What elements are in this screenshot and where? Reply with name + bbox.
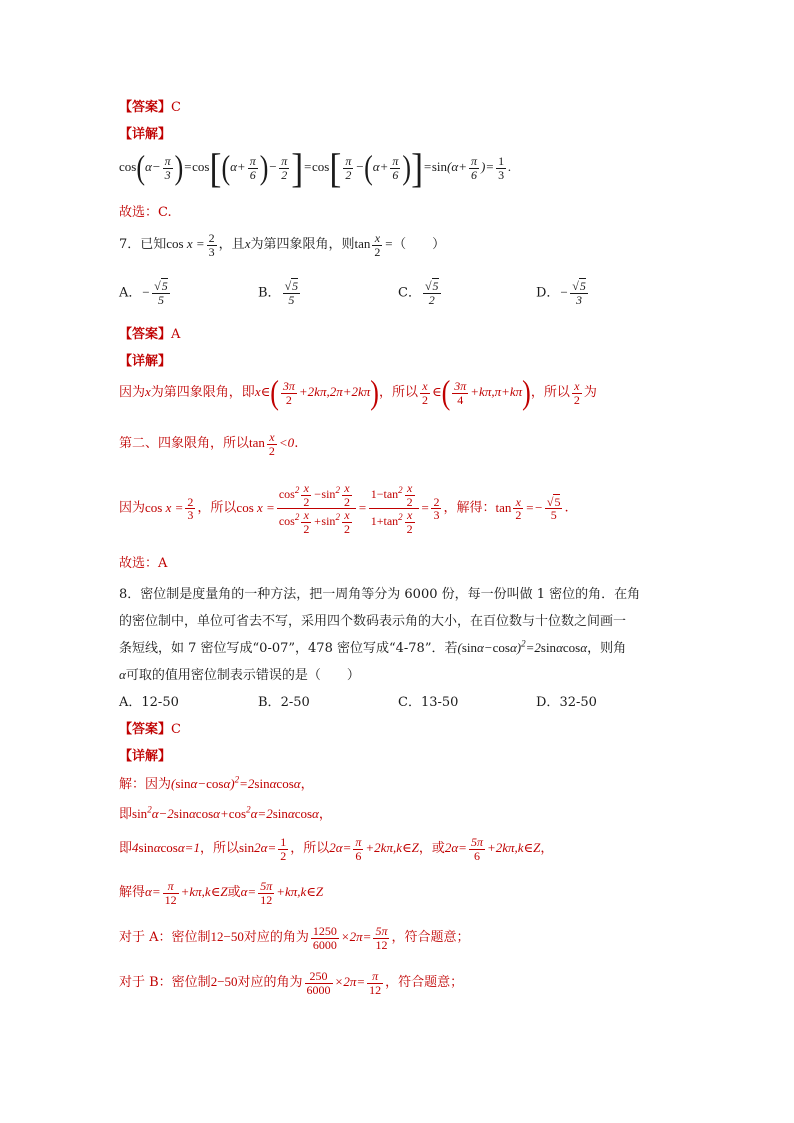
q7-option-a[interactable]: A．− $\frac{√5}{5}$ xyxy=(119,279,168,307)
q8-option-b[interactable]: B．2-50 xyxy=(258,695,310,710)
q8-stem-line1: 8．密位制是度量角的一种方法，把一周角等分为 6000 份，每一份叫做 1 密位的角．在角 xyxy=(119,587,641,602)
q8-answer-line: 【答案】C xyxy=(119,722,181,737)
q6-detail-tag: 【详解】 xyxy=(119,127,172,142)
q8-option-d[interactable]: D．32-50 xyxy=(536,695,597,710)
q7-option-c[interactable]: C． $\frac{√5}{2}$ xyxy=(398,279,439,307)
q8-stem-line4: α可取的值用密位制表示错误的是（ ） xyxy=(119,667,360,683)
q8-solution-line1: 解：因为$(\sin\alpha-\cos\alpha)^2=2\sin\alpha\cos\alpha$， xyxy=(119,774,314,792)
q7-option-b[interactable]: B． $\frac{√5}{5}$ xyxy=(258,279,299,307)
q8-solution-line6: 对于 B：密位制2−50对应的角为 $\frac{250}{6000}$ ×2π= $\frac{\pi}{12}$ ，符合题意； xyxy=(119,969,464,997)
q8-solution-line4: 解得α= $\frac{\pi}{12}$ +kπ,k∈Z或α= $\frac{5\pi}{12}$ +kπ,k∈Z xyxy=(119,879,324,907)
q8-stem-line3: 条短线，如 7 密位写成“0-07”，478 密位写成“4-78”．若$(\sin\alpha-\cos\alpha)^2=2\sin\alpha\cos\alpha$，则角 xyxy=(119,638,627,656)
q7-option-d[interactable]: D．− $\frac{√5}{3}$ xyxy=(536,279,586,307)
q8-detail-tag: 【详解】 xyxy=(119,749,172,764)
q7-solution-line3: 因为cos x = $\frac{2}{3}$ ，所以cos x = $\cos^2$ $\frac{x}{2}$ $-\sin^2$ $\frac{x}{2}$ $\cos^2$ $\frac{x}{2}$ $+\sin^2$ $\frac{x}{2}$ = $1-\tan^2$ $\frac{x}{2}$ $1+\tan^2$ $\frac{x}{2}$ = $\frac{2}{3}$ ，解得：tan $\frac{x}{2}$ =− $\frac{√5}{5}$ . xyxy=(119,481,569,536)
q6-conclusion: 故选：C. xyxy=(119,205,172,220)
q7-solution-line2: 第二、四象限角，所以tan $\frac{x}{2}$ <0. xyxy=(119,430,299,458)
q8-option-c[interactable]: C．13-50 xyxy=(398,695,459,710)
q8-solution-line3: 即4sinαcosα=1，所以sin2α= $\frac{1}{2}$ ，所以2α= $\frac{\pi}{6}$ +2kπ,k∈Z，或2α= $\frac{5\pi}{6}$ +2kπ,k∈Z， xyxy=(119,835,554,863)
q7-answer-line: 【答案】A xyxy=(119,327,181,342)
q8-option-a[interactable]: A．12-50 xyxy=(119,695,179,710)
q7-detail-tag: 【详解】 xyxy=(119,354,172,369)
q8-solution-line5: 对于 A：密位制12−50对应的角为 $\frac{1250}{6000}$ ×2π= $\frac{5\pi}{12}$ ，符合题意； xyxy=(119,924,470,952)
q6-answer-line xyxy=(119,96,181,115)
q7-stem: 7．已知cos x = $\frac{2}{3}$ ，且x为第四象限角，则tan $\frac{x}{2}$ =（ ） xyxy=(119,231,446,259)
q7-solution-line1: 因为x为第四象限角，即x∈( $\frac{3\pi}{2}$ +2kπ,2π+2kπ)，所以 $\frac{x}{2}$ ∈( $\frac{3\pi}{4}$ +kπ,π+kπ)，所以 $\frac{x}{2}$ 为 xyxy=(119,373,597,412)
answer-tag: 【答案】 xyxy=(119,100,172,115)
q6-solution-formula: cos(α− $\frac{\pi}{3}$ )=cos[(α+ $\frac{\pi}{6}$ )− $\frac{\pi}{2}$ ]=cos[ $\frac{\pi}{2}$ −(α+ $\frac{\pi}{6}$ )]=sin(α+ $\frac{\pi}{6}$ )= $\frac{1}{3}$ . xyxy=(119,145,512,191)
q7-conclusion: 故选：A xyxy=(119,556,168,571)
q8-stem-line2: 的密位制中，单位可省去不写，采用四个数码表示角的大小，在百位数与十位数之间画一 xyxy=(119,614,627,629)
answer-value: C xyxy=(171,100,181,115)
q8-solution-line2: 即$\sin^2\alpha-2\sin\alpha\cos\alpha+\cos^2\alpha=2\sin\alpha\cos\alpha$， xyxy=(119,804,332,822)
